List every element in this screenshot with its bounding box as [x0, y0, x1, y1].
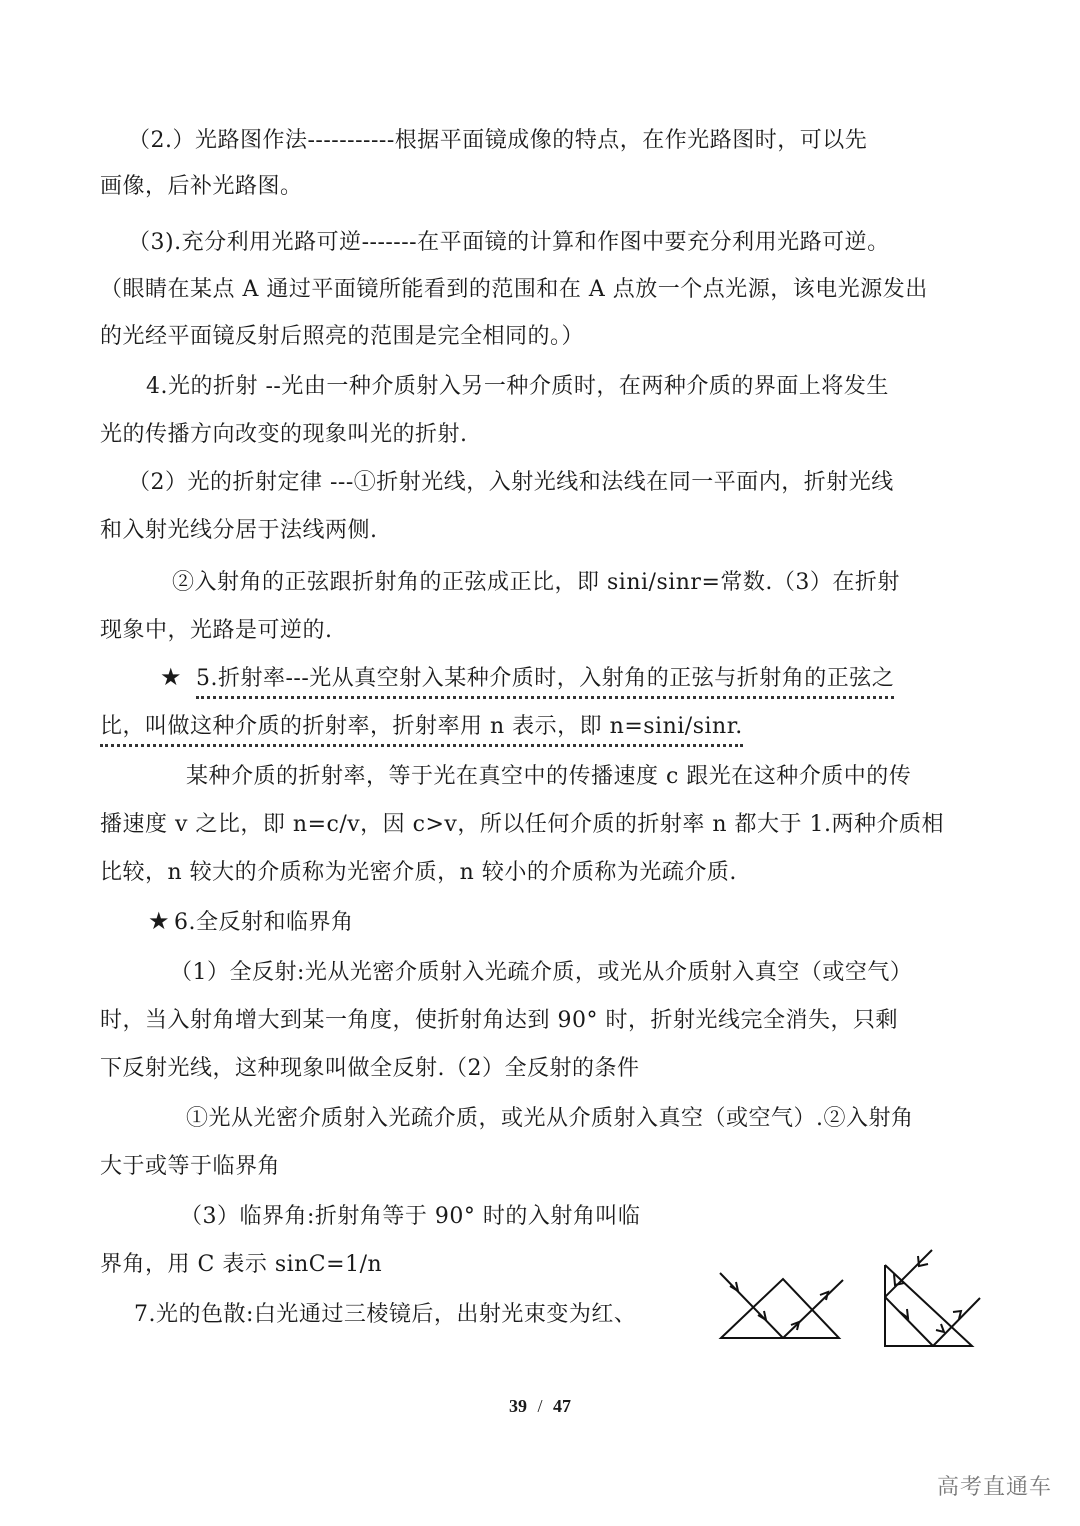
- text-line: （3）临界角:折射角等于 90° 时的入射角叫临: [180, 1204, 641, 1229]
- page-number: [0, 1396, 1080, 1417]
- watermark: 高考直通车: [936, 1475, 1052, 1500]
- star-icon: ★: [160, 663, 183, 691]
- text-line: 播速度 v 之比，即 n=c/v，因 c>v，所以任何介质的折射率 n 都大于 1.两种介质相: [100, 812, 944, 837]
- text-line: 比，叫做这种介质的折射率，折射率用 n 表示，即 n=sini/sinr.: [100, 712, 743, 747]
- text-line: 时，当入射角增大到某一角度，使折射角达到 90° 时，折射光线完全消失，只剩: [100, 1008, 898, 1033]
- text-line: 光的传播方向改变的现象叫光的折射.: [100, 422, 468, 447]
- star-icon: ★: [148, 907, 171, 935]
- text-line: 大于或等于临界角: [100, 1154, 281, 1179]
- text-line: 和入射光线分居于法线两侧.: [100, 518, 378, 543]
- text-line: 的光经平面镜反射后照亮的范围是完全相同的。）: [100, 324, 585, 349]
- page-separator: /: [537, 1396, 543, 1416]
- text-line: 某种介质的折射率，等于光在真空中的传播速度 c 跟光在这种介质中的传: [186, 764, 912, 789]
- right-triangle-prism-reflection-diagram: [870, 1240, 990, 1355]
- text-line: （眼睛在某点 A 通过平面镜所能看到的范围和在 A 点放一个点光源，该电光源发出: [100, 277, 928, 302]
- isosceles-prism-refraction-diagram: [710, 1255, 860, 1355]
- text-line: 比较，n 较大的介质称为光密介质，n 较小的介质称为光疏介质.: [100, 860, 737, 885]
- text-line: 7.光的色散:白光通过三棱镜后，出射光束变为红、: [134, 1302, 637, 1327]
- text-line: ②入射角的正弦跟折射角的正弦成正比，即 sini/sinr=常数.（3）在折射: [172, 570, 900, 595]
- text-line: 4.光的折射 --光由一种介质射入另一种介质时，在两种介质的界面上将发生: [146, 374, 889, 399]
- text-line: ①光从光密介质射入光疏介质，或光从介质射入真空（或空气）.②入射角: [186, 1106, 914, 1131]
- text-line: 6.全反射和临界角: [174, 910, 354, 935]
- text-line: 界角，用 C 表示 sinC=1/n: [100, 1252, 383, 1277]
- text-line: 画像，后补光路图。: [100, 174, 303, 199]
- text-line: 现象中，光路是可逆的.: [100, 618, 333, 643]
- page-current: 39: [508, 1396, 527, 1416]
- text-line: 5.折射率---光从真空射入某种介质时，入射角的正弦与折射角的正弦之: [196, 664, 894, 699]
- page-total: 47: [553, 1396, 571, 1416]
- text-line: （2）光的折射定律 ---①折射光线，入射光线和法线在同一平面内，折射光线: [128, 470, 894, 495]
- text-line: （2.）光路图作法-----------根据平面镜成像的特点，在作光路图时，可以先: [128, 128, 868, 153]
- text-line: （1）全反射:光从光密介质射入光疏介质，或光从介质射入真空（或空气）: [170, 960, 913, 985]
- text-line: 下反射光线，这种现象叫做全反射.（2）全反射的条件: [100, 1056, 640, 1081]
- text-line: （3).充分利用光路可逆-------在平面镜的计算和作图中要充分利用光路可逆。: [128, 230, 890, 255]
